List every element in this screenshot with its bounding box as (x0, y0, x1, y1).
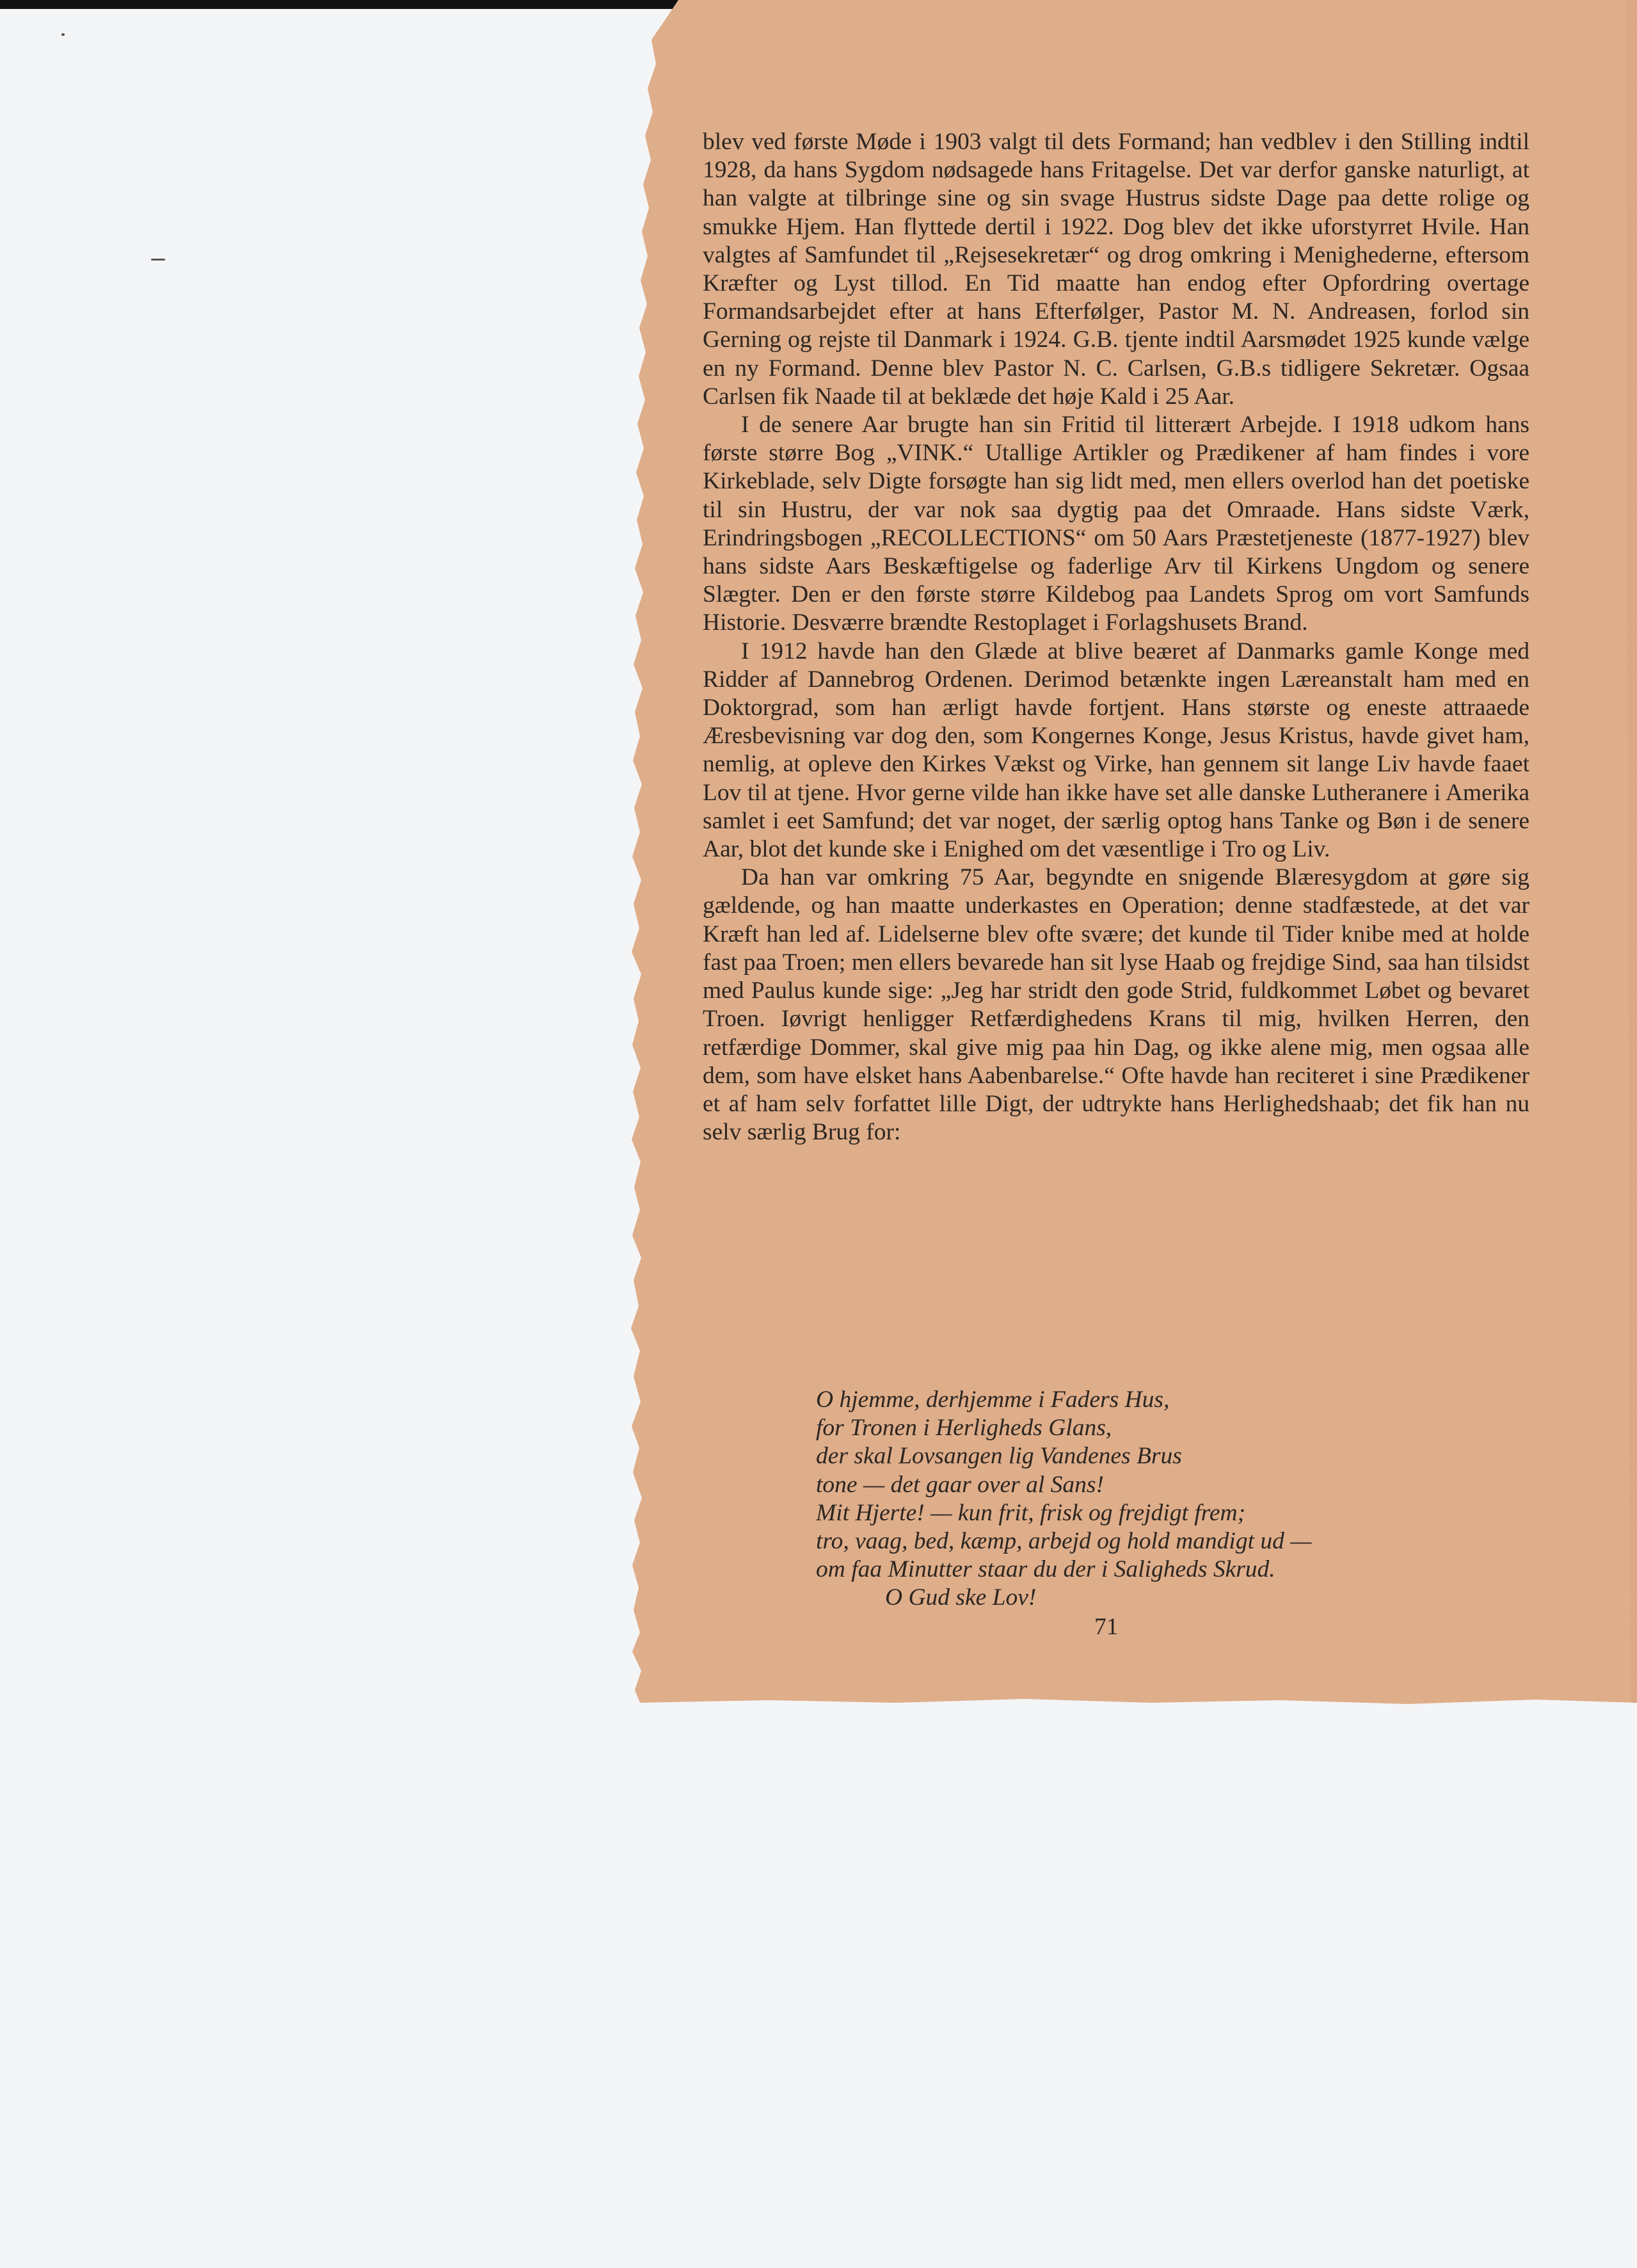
poem-line: for Tronen i Herligheds Glans, (816, 1415, 1112, 1442)
paragraph: I 1912 havde han den Glæde at blive beæret af Danmarks gamle Konge med Ridder af Dannebrog Ordenen. Derimod betænkte ingen Læreanstalt ham med en Doktorgrad, som han ærligt havde fortjent. Hans største og eneste attraaede Æresbevisning var dog den, som Kongernes Konge, Jesus Kristus, havde givet ham, nemlig, at opleve den Kirkes Vækst og Virke, han gennem sit lange Liv havde faaet Lov til at tjene. Hvor gerne vilde han ikke have set alle danske Lutheranere i Amerika samlet i eet Samfund; det var noget, der særlig optog hans Tanke og Bøn i de senere Aar, blot det kunde ske i Enighed om det væsentlige i Tro og Liv. (703, 638, 1529, 863)
poem-line: om faa Minutter staar du der i Saligheds Skrud. (816, 1556, 1275, 1583)
paragraph: I de senere Aar brugte han sin Fritid til litterært Arbejde. I 1918 udkom hans første større Bog „VINK.“ Utallige Artikler og Prædikener af ham findes i vore Kirkeblade, selv Digte forsøgte han sig lidt med, men ellers overlod han det poetiske til sin Hustru, der var nok saa dygtig paa det Omraade. Hans sidste Værk, Erindringsbogen „RECOLLECTIONS“ om 50 Aars Præstetjeneste (1877-1927) blev hans sidste Aars Beskæftigelse og faderlige Arv til Kirkens Ungdom og senere Slægter. Den er den første større Kildebog paa Landets Sprog om vort Samfunds Historie. Desværre brændte Restoplaget i Forlagshusets Brand. (703, 412, 1529, 636)
dust-speck (151, 259, 165, 261)
page-number: 71 (1094, 1614, 1119, 1640)
poem-line: O Gud ske Lov! (885, 1584, 1037, 1611)
poem-line: tone — det gaar over al Sans! (816, 1471, 1104, 1498)
poem-line: der skal Lovsangen lig Vandenes Brus (816, 1443, 1182, 1470)
poem-line: Mit Hjerte! — kun frit, frisk og frejdigt frem; (816, 1499, 1246, 1526)
paragraph: blev ved første Møde i 1903 valgt til dets Formand; han vedblev i den Stilling indtil 1928, da hans Sygdom nødsagede hans Fritagelse. Det var derfor ganske naturligt, at han valgte at tilbringe sine og sin svage Hustrus sidste Dage paa dette rolige og smukke Hjem. Han flyttede dertil i 1922. Dog blev det ikke uforstyrret Hvile. Han valgtes af Samfundet til „Rejsesekretær“ og drog omkring i Menighederne, eftersom Kræfter og Lyst tillod. En Tid maatte han endog efter Opfordring overtage Formandsarbejdet efter at hans Efterfølger, Pastor M. N. Andreasen, forlod sin Gerning og rejste til Danmark i 1924. G.B. tjente indtil Aarsmødet 1925 kunde vælge en ny Formand. Denne blev Pastor N. C. Carlsen, G.B.s tidligere Sekretær. Ogsaa Carlsen fik Naade til at beklæde det høje Kald i 25 Aar. (703, 129, 1529, 410)
poem-line: tro, vaag, bed, kæmp, arbejd og hold mandigt ud — (816, 1528, 1312, 1555)
dust-speck (61, 33, 65, 36)
poem-line: O hjemme, derhjemme i Faders Hus, (816, 1387, 1170, 1413)
poem (816, 1386, 1456, 1613)
body-text (703, 128, 1529, 1146)
paragraph: Da han var omkring 75 Aar, begyndte en snigende Blæresygdom at gøre sig gældende, og han maatte underkastes en Operation; denne stadfæstede, at det var Kræft han led af. Lidelserne blev ofte svære; det kunde til Tider knibe med at holde fast paa Troen; men ellers bevarede han sit lyse Haab og frejdige Sind, saa han tilsidst med Paulus kunde sige: „Jeg har stridt den gode Strid, fuldkommet Løbet og bevaret Troen. Iøvrigt henligger Retfærdighedens Krans til mig, hvilken Herren, den retfærdige Dommer, skal give mig paa hin Dag, og ikke alene mig, men ogsaa alle dem, som have elsket hans Aabenbarelse.“ Ofte havde han reciteret i sine Prædikener et af ham selv forfattet lille Digt, der udtrykte hans Herlighedshaab; det fik han nu selv særlig Brug for: (703, 864, 1529, 1146)
